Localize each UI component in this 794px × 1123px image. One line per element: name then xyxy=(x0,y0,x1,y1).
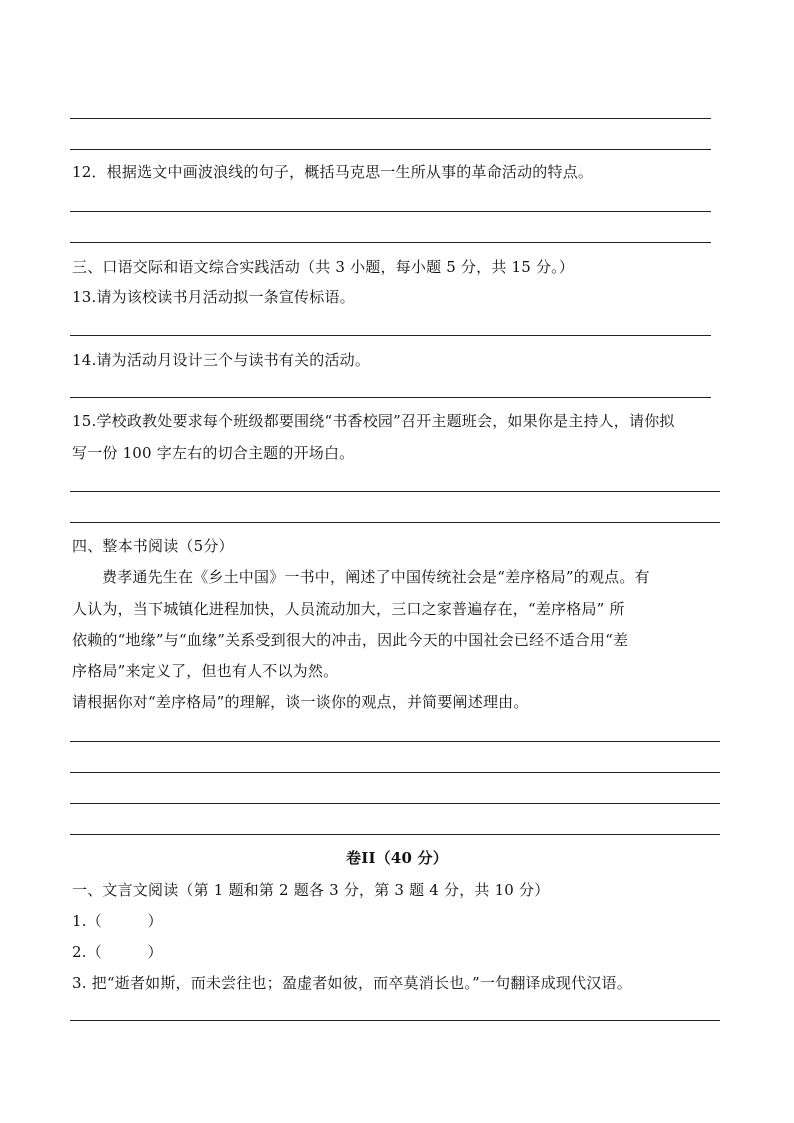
section-4-paragraph-line-2: 人认为，当下城镇化进程加快，人员流动加大，三口之家普遍存在，“差序格局” 所 xyxy=(72,600,625,618)
volume-2-question-2: 2.（ ） xyxy=(72,943,163,961)
question-12: 12．根据选文中画波浪线的句子，概括马克思一生所从事的革命活动的特点。 xyxy=(72,163,594,181)
section-4-paragraph-line-1: 费孝通先生在《乡土中国》一书中，阐述了中国传统社会是“差序格局”的观点。有 xyxy=(102,568,650,586)
volume-2-title: 卷II（40 分） xyxy=(346,849,448,867)
section-3-heading: 三、口语交际和语文综合实践活动（共 3 小题，每小题 5 分，共 15 分。） xyxy=(72,258,575,276)
answer-line xyxy=(70,491,720,492)
question-14: 14.请为活动月设计三个与读书有关的活动。 xyxy=(72,351,371,369)
section-4-prompt: 请根据你对“差序格局”的理解，谈一谈你的观点，并简要阐述理由。 xyxy=(72,693,529,711)
question-15-line-2: 写一份 100 字左右的切合主题的开场白。 xyxy=(72,444,355,462)
section-4-paragraph-line-4: 序格局”来定义了，但也有人不以为然。 xyxy=(72,662,339,680)
answer-line xyxy=(70,118,711,119)
section-4-heading: 四、整本书阅读（5分） xyxy=(72,537,234,555)
answer-line xyxy=(70,211,711,212)
answer-line xyxy=(70,149,711,150)
answer-line xyxy=(70,1020,720,1021)
answer-line xyxy=(70,772,720,773)
answer-line xyxy=(70,834,720,835)
question-15-line-1: 15.学校政教处要求每个班级都要围绕“书香校园”召开主题班会，如果你是主持人，请你拟 xyxy=(72,412,675,430)
volume-2-question-3: 3. 把“逝者如斯，而未尝往也；盈虚者如彼，而卒莫消长也。”一句翻译成现代汉语。 xyxy=(72,974,632,992)
answer-line xyxy=(70,242,711,243)
question-13: 13.请为该校读书月活动拟一条宣传标语。 xyxy=(72,288,355,306)
answer-line xyxy=(70,522,720,523)
answer-line xyxy=(70,741,720,742)
volume-2-question-1: 1.（ ） xyxy=(72,912,163,930)
answer-line xyxy=(70,335,711,336)
section-4-paragraph-line-3: 依赖的“地缘”与“血缘”关系受到很大的冲击，因此今天的中国社会已经不适合用“差 xyxy=(72,631,629,649)
answer-line xyxy=(70,803,720,804)
answer-line xyxy=(70,397,711,398)
volume-2-section-1-heading: 一、文言文阅读（第 1 题和第 2 题各 3 分，第 3 题 4 分，共 10 分） xyxy=(72,881,550,899)
